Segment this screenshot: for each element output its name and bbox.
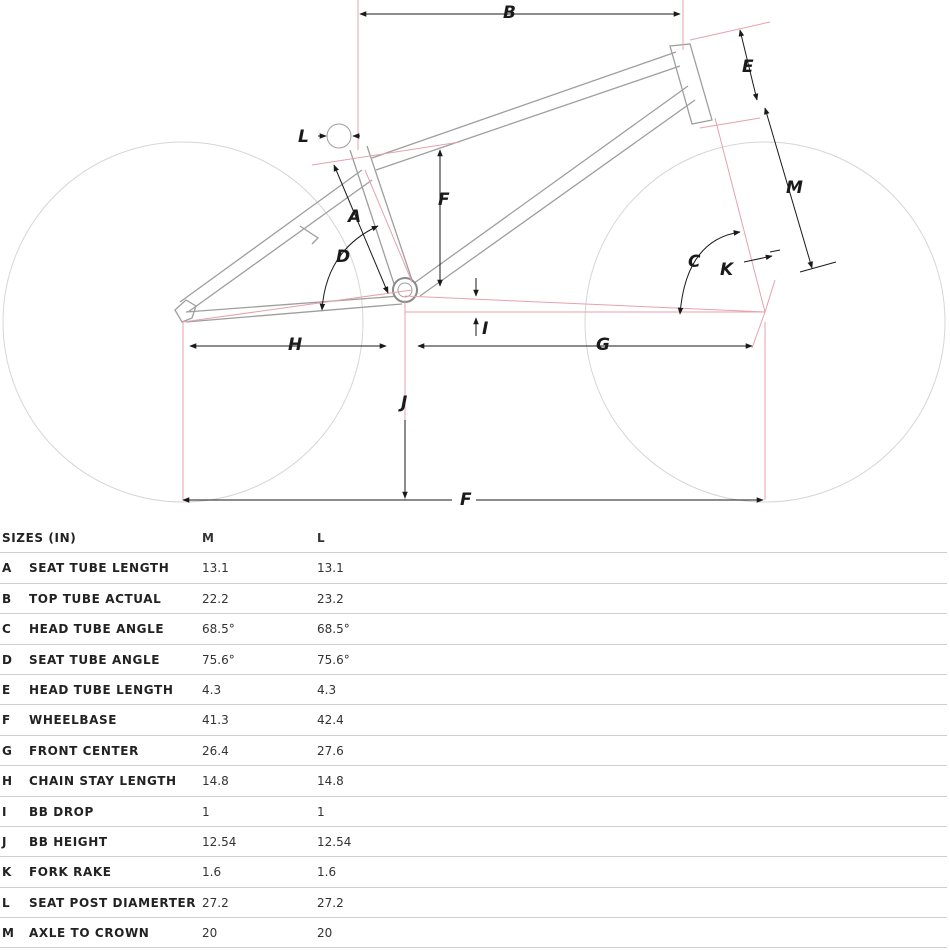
table-header — [0, 523, 947, 553]
row-letter: H — [2, 774, 13, 789]
row-name: BB HEIGHT — [29, 834, 108, 849]
label-k: K — [720, 260, 734, 280]
row-name: SEAT TUBE LENGTH — [29, 561, 170, 576]
label-d: D — [336, 247, 351, 267]
value-m: 1 — [202, 804, 210, 819]
label-m: M — [786, 178, 803, 198]
table-row — [0, 645, 947, 675]
label-e: E — [742, 57, 754, 77]
label-i: I — [482, 319, 489, 339]
label-c: C — [688, 252, 701, 272]
row-name: FRONT CENTER — [29, 743, 139, 758]
seat-post-circle — [327, 124, 351, 148]
table-row — [0, 797, 947, 827]
value-m: 27.2 — [202, 895, 229, 910]
value-m: 20 — [202, 926, 218, 941]
value-l: 27.2 — [317, 895, 344, 910]
size-m-header: M — [202, 531, 214, 545]
row-letter: I — [2, 804, 7, 819]
row-name: HEAD TUBE ANGLE — [29, 622, 165, 637]
row-name: AXLE TO CROWN — [29, 926, 150, 941]
row-letter: G — [2, 743, 13, 758]
reference-lines — [183, 0, 775, 500]
value-m: 12.54 — [202, 834, 237, 849]
table-row — [0, 584, 947, 614]
value-m: 75.6° — [202, 652, 235, 667]
value-m: 41.3 — [202, 713, 229, 728]
sizes-label: SIZES (IN) — [2, 531, 77, 545]
value-m: 68.5° — [202, 622, 235, 637]
row-name: BB DROP — [29, 804, 94, 819]
geometry-table — [0, 523, 947, 948]
row-letter: K — [2, 865, 12, 880]
frame — [175, 44, 712, 322]
table-row — [0, 888, 947, 918]
value-m: 14.8 — [202, 774, 229, 789]
value-m: 1.6 — [202, 865, 222, 880]
value-l: 68.5° — [317, 622, 350, 637]
value-m: 22.2 — [202, 591, 229, 606]
value-l: 42.4 — [317, 713, 344, 728]
table-row — [0, 827, 947, 857]
dimension-labels — [288, 3, 803, 510]
label-a: A — [348, 207, 362, 227]
row-name: CHAIN STAY LENGTH — [29, 774, 177, 789]
table-row — [0, 614, 947, 644]
row-name: WHEELBASE — [29, 713, 117, 728]
value-l: 12.54 — [317, 834, 352, 849]
value-l: 14.8 — [317, 774, 344, 789]
label-f-wheelbase: F — [460, 490, 472, 510]
table-row — [0, 705, 947, 735]
row-name: FORK RAKE — [29, 865, 112, 880]
row-name: SEAT POST DIAMERTER — [29, 895, 197, 910]
label-j: J — [401, 393, 408, 413]
row-letter: J — [2, 834, 7, 849]
value-m: 13.1 — [202, 561, 229, 576]
value-l: 1 — [317, 804, 325, 819]
value-m: 4.3 — [202, 682, 222, 697]
value-l: 75.6° — [317, 652, 350, 667]
row-letter: C — [2, 622, 12, 637]
label-h: H — [288, 335, 303, 355]
value-l: 27.6 — [317, 743, 344, 758]
table-row — [0, 857, 947, 887]
label-g: G — [596, 335, 610, 355]
dimension-arrows — [183, 14, 836, 500]
table-row — [0, 553, 947, 583]
value-l: 23.2 — [317, 591, 344, 606]
value-l: 13.1 — [317, 561, 344, 576]
row-letter: M — [2, 926, 15, 941]
value-m: 26.4 — [202, 743, 229, 758]
table-body — [0, 553, 947, 948]
row-name: SEAT TUBE ANGLE — [29, 652, 161, 667]
value-l: 1.6 — [317, 865, 337, 880]
label-l: L — [298, 127, 309, 147]
row-letter: E — [2, 682, 11, 697]
row-letter: F — [2, 713, 11, 728]
table-row — [0, 918, 947, 948]
size-l-header: L — [317, 531, 325, 545]
value-l: 4.3 — [317, 682, 337, 697]
label-f-height: F — [438, 190, 450, 210]
row-letter: L — [2, 895, 11, 910]
table-row — [0, 766, 947, 796]
row-letter: D — [2, 652, 13, 667]
row-letter: B — [2, 591, 12, 606]
row-name: HEAD TUBE LENGTH — [29, 682, 174, 697]
table-row — [0, 675, 947, 705]
bottom-bracket — [393, 278, 417, 302]
row-name: TOP TUBE ACTUAL — [29, 591, 162, 606]
value-l: 20 — [317, 926, 333, 941]
row-letter: A — [2, 561, 12, 576]
table-row — [0, 736, 947, 766]
label-b: B — [503, 3, 516, 23]
